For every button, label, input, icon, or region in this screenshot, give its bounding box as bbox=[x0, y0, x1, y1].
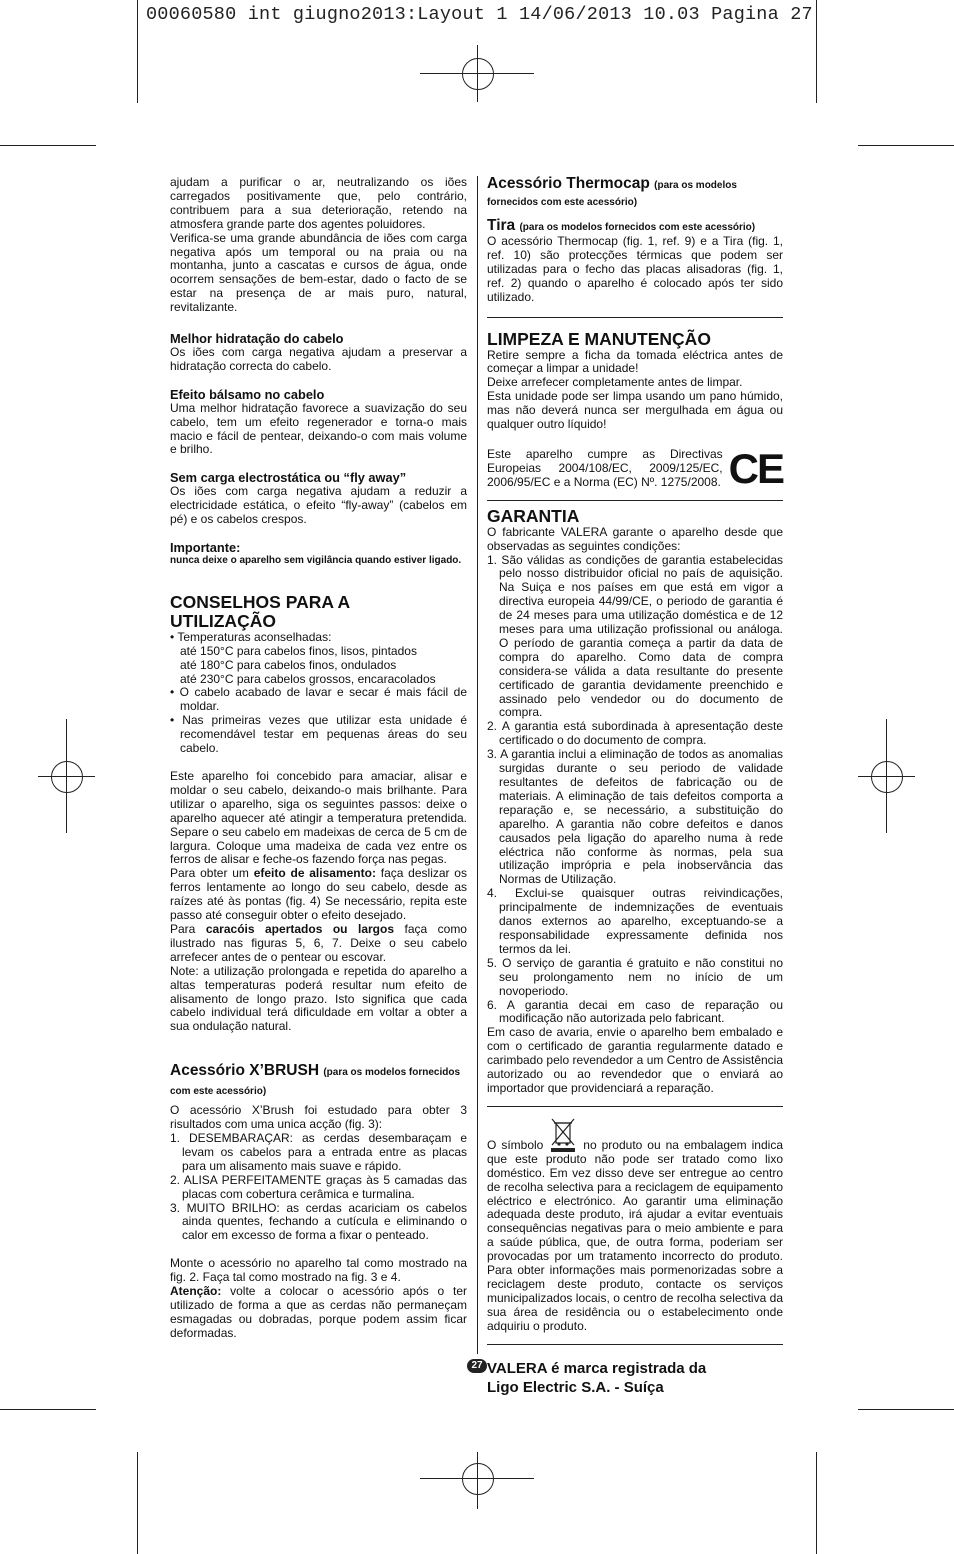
paragraph: ajudam a purificar o ar, neutralizando os iões carregados positivamente que, pelo contrário, contribuem para a sua deterioração, retendo na atmosfera grande parte dos agentes poluidores. bbox=[170, 175, 467, 231]
paragraph: Verifica-se uma grande abundância de iões com carga negativa após um temporal ou na praia ou na montanha, junto a cascatas e cursos de água, onde ocorrem sensações de bem-estar, dado o facto de se estar na presença de ar mais puro, natural, revitalizante. bbox=[170, 230, 467, 315]
paragraph: Deixe arrefecer completamente antes de limpar. bbox=[487, 375, 743, 390]
numbered-item: 2. ALISA PERFEITAMENTE graças às 5 camadas das placas com cobertura cerâmica e turmalina. bbox=[170, 1172, 467, 1201]
numbered-item: 4. Exclui-se quaisquer outras reivindicações, principalmente de indemnizações de eventuais danos externos ao aparelho, exceptuando-se a responsabilidade expressamente definida nos termos da lei. bbox=[487, 886, 783, 956]
divider bbox=[487, 317, 783, 318]
bold-span: caracóis apertados ou largos bbox=[205, 921, 394, 936]
ce-mark-icon: CE bbox=[728, 444, 783, 492]
text-span: O símbolo bbox=[487, 1137, 544, 1152]
divider bbox=[487, 1106, 783, 1107]
numbered-item: 5. O serviço de garantia é gratuito e não constitui no seu prolongamento nem no início de um novoperiodo. bbox=[487, 955, 783, 998]
warning-text: nunca deixe o aparelho sem vigilância quando estiver ligado. bbox=[170, 554, 462, 566]
text-span: faça deslizar os ferros lentamente ao longo do seu cabelo, desde as raízes até às pontas (fig. 4) Se necessário, repita este passo até conseguir obter o efeito desejado. bbox=[170, 866, 467, 923]
section-heading-limpeza: LIMPEZA E MANUTENÇÃO bbox=[487, 328, 711, 349]
section-heading-xbrush bbox=[170, 1062, 467, 1100]
divider bbox=[487, 500, 783, 501]
numbered-item: 3. MUITO BRILHO: as cerdas acariciam os cabelos ainda quentes, fechando a cutícula e eliminando o calor em excesso de forma a fixar o penteado. bbox=[170, 1200, 467, 1243]
numbered-item: 2. A garantia está subordinada à apresentação deste certificado o do documento de compra. bbox=[487, 719, 783, 748]
numbered-item: 3. A garantia inclui a eliminação de todos as anomalias surgidas durante o seu periodo de validade resultantes de defeitos de fabricação ou de materiais. A eliminação de tais defeitos comporta a reparação e, se necessário, a substituição do aparelho. A garantia não cobre defeitos e danos causados pela ligação do aparelho numa à rede eléctrica não conforme às normas, pela sua utilização imprópria e pela inobservância das Normas de Utilização. bbox=[487, 747, 783, 887]
subheading: Importante: bbox=[170, 539, 241, 555]
section-heading-conselhos: CONSELHOS PARA A UTILIZAÇÃO bbox=[170, 591, 350, 631]
text-span: volte a colocar o acessório após o ter utilizado de forma a que as cerdas não permaneçam esmagadas ou dobradas, porque podem assim ficar deformadas. bbox=[170, 1284, 467, 1340]
crop-mark bbox=[137, 0, 138, 103]
subheading: Sem carga electrostática ou “fly away” bbox=[170, 470, 407, 486]
crop-mark bbox=[137, 1452, 138, 1554]
slug-line: 00060580 int giugno2013:Layout 1 14/06/2013 10.03 Pagina 27 bbox=[146, 4, 813, 25]
numbered-item: 6. A garantia decai em caso de reparação ou modificação não autorizada pelo fabricant. bbox=[487, 997, 783, 1026]
section-heading-garantia: GARANTIA bbox=[487, 505, 580, 526]
paragraph: Os iões com carga negativa ajudam a reduzir a electricidade estática, o efeito “fly-away” (cabelos em pé) e os cabelos crespos. bbox=[170, 484, 467, 527]
crop-mark bbox=[0, 145, 96, 146]
registration-circle bbox=[462, 1463, 494, 1495]
heading-note: (para os modelos fornecidos com este acessório) bbox=[519, 222, 756, 233]
temperature-line: até 180°C para cabelos finos, ondulados bbox=[180, 657, 397, 672]
temperature-line: até 230°C para cabelos grossos, encaracolados bbox=[180, 671, 436, 686]
paragraph: Monte o acessório no aparelho tal como mostrado na fig. 2. Faça tal como mostrado na fig. 3 e 4. bbox=[170, 1256, 467, 1285]
text-span: no produto ou na embalagem indica que este produto não pode ser tratado como lixo doméstico. Em vez disso deve ser entregue ao centro de recolha selectiva para a reciclagem de equipamento eléctrico e electrónico. Ao garantir uma eliminação adequada deste produto, irá ajudar a evitar eventuais consequências negativas para o meio ambiente e para a saúde pública, que, de outra forma, poderiam ser provocadas por um tratamento incorrecto do produto. Para obter informações mais pormenorizadas sobre a reciclagem deste produto, contacte os serviços municipalizados locais, o centro de recolha selectiva da sua área de residência ou o estabelecimento onde adquiriu o produto. bbox=[487, 1137, 783, 1333]
text-span: Para obter um bbox=[170, 866, 254, 881]
page-number: 27 bbox=[467, 1359, 487, 1373]
heading-text: Acessório Thermocap bbox=[487, 175, 650, 192]
paragraph bbox=[170, 867, 467, 923]
heading-note: (para os modelos fornecidos com este acessório) bbox=[170, 1067, 461, 1098]
paragraph bbox=[170, 923, 467, 965]
registration-circle bbox=[462, 58, 494, 90]
crop-mark bbox=[858, 145, 954, 146]
paragraph: Este aparelho foi concebido para amaciar, alisar e moldar o seu cabelo, deixando-o mais brilhante. Para utilizar o aparelho, siga os seguintes passos: deixe o aparelho aquecer até atingir a temperatura pretendida. Separe o seu cabelo em madeixas de cerca de 5 cm de largura. Coloque uma madeixa de cada vez entre os ferros de alisar e feche-os fazendo força nas pegas. bbox=[170, 769, 467, 867]
subheading: Efeito bálsamo no cabelo bbox=[170, 386, 325, 402]
registration-circle bbox=[871, 761, 903, 793]
paragraph: O acessório X’Brush foi estudado para obter 3 risultados com uma unica acção (fig. 3): bbox=[170, 1103, 467, 1132]
left-column bbox=[170, 176, 467, 1341]
heading-text: Acessório X’BRUSH bbox=[170, 1062, 320, 1080]
bullet-item: • O cabelo acabado de lavar e secar é mais fácil de moldar. bbox=[170, 685, 467, 714]
ce-block bbox=[487, 444, 783, 492]
ce-text: Este aparelho cumpre as Directivas Europeias 2004/108/EC, 2009/125/EC, 2006/95/EC e a Norma (EC) Nº. 1275/2008. bbox=[487, 446, 723, 489]
bullet-item: • Nas primeiras vezes que utilizar esta unidade é recomendável testar em pequenas áreas do seu cabelo. bbox=[170, 713, 467, 756]
text-span: Para bbox=[170, 921, 206, 936]
brand-note-line: VALERA é marca registrada da bbox=[487, 1359, 707, 1377]
paragraph: Uma melhor hidratação favorece a suavização do seu cabelo, tem um efeito regenerador e torna-o mais macio e fácil de pentear, deixando-o com mais volume e brilho. bbox=[170, 400, 467, 457]
paragraph: Os iões com carga negativa ajudam a preservar a hidratação correcta do cabelo. bbox=[170, 344, 467, 373]
subheading: Melhor hidratação do cabelo bbox=[170, 331, 344, 347]
crop-mark bbox=[0, 1409, 96, 1410]
paragraph: Esta unidade pode ser limpa usando um pano húmido, mas não deverá nunca ser mergulhada em água ou qualquer outro líquido! bbox=[487, 389, 783, 432]
section-heading-tira bbox=[487, 218, 783, 235]
column-divider bbox=[477, 176, 478, 1354]
brand-note-line: Ligo Electric S.A. - Suíça bbox=[487, 1378, 664, 1396]
numbered-item: 1. DESEMBARAÇAR: as cerdas desembaraçam e levam os cabelos para a entrada entre as placas para um alisamento mais suave e rápido. bbox=[170, 1131, 467, 1173]
paragraph: Em caso de avaria, envie o aparelho bem embalado e com o certificado de garantia regularmente datado e carimbado pelo revendedor a um Centro de Assistência autorizado ou ao revendedor que o enviará ao importador que providenciará a reparação. bbox=[487, 1025, 783, 1095]
paragraph bbox=[487, 1117, 783, 1334]
crop-mark bbox=[816, 1452, 817, 1554]
crop-mark bbox=[816, 0, 817, 103]
text-span: faça como ilustrado nas figuras 5, 6, 7. Deixe o seu cabelo arrefecer antes de o pentear ou escovar. bbox=[170, 921, 467, 964]
paragraph: O acessório Thermocap (fig. 1, ref. 9) e a Tira (fig. 1, ref. 10) são protecções térmicas que podem ser utilizadas para o fecho das placas alisadoras (fig. 1, ref. 2) quando o aparelho é colocado após ter sido utilizado. bbox=[487, 234, 783, 304]
bullet-item: • Temperaturas aconselhadas: bbox=[170, 629, 332, 644]
heading-text: Tira bbox=[487, 217, 516, 234]
bold-span: efeito de alisamento: bbox=[253, 866, 376, 881]
registration-circle bbox=[51, 761, 83, 793]
heading-note: (para os modelos fornecidos com este acessório) bbox=[487, 180, 737, 208]
temperature-line: até 150°C para cabelos finos, lisos, pintados bbox=[180, 643, 417, 658]
bold-span: Atenção: bbox=[170, 1284, 222, 1299]
paragraph: Note: a utilização prolongada e repetida do aparelho a altas temperaturas poderá resultar num efeito de alisamento de longo prazo. Isto significa que cada cabelo individual terá dificuldade em voltar a obter a sua ondulação natural. bbox=[170, 963, 467, 1034]
numbered-item: 1. São válidas as condições de garantia estabelecidas pelo nosso distribuidor oficial no país de aquisição. Na Suiça e nos países em que está em vigor a directiva europeia 44/99/CE, o periodo de garantia é de 24 meses para uma utilização doméstica e de 12 meses para uma utilização profissional ou análoga. O período de garantia começa a partir da data de compra do aparelho. Como data de compra considera-se válida a data resultante do presente certificado de garantia devidamente preenchido e assinado pelo vendedor ou do documento de compra. bbox=[487, 552, 783, 720]
right-column bbox=[487, 176, 783, 1397]
crop-mark bbox=[858, 1409, 954, 1410]
section-heading-thermocap bbox=[487, 176, 783, 210]
paragraph bbox=[170, 1285, 467, 1341]
paragraph: O fabricante VALERA garante o aparelho desde que observadas as seguintes condições: bbox=[487, 524, 783, 553]
crossed-bin-icon bbox=[548, 1117, 578, 1153]
paragraph: Retire sempre a ficha da tomada eléctrica antes de começar a limpar a unidade! bbox=[487, 347, 783, 376]
divider bbox=[487, 1344, 783, 1345]
